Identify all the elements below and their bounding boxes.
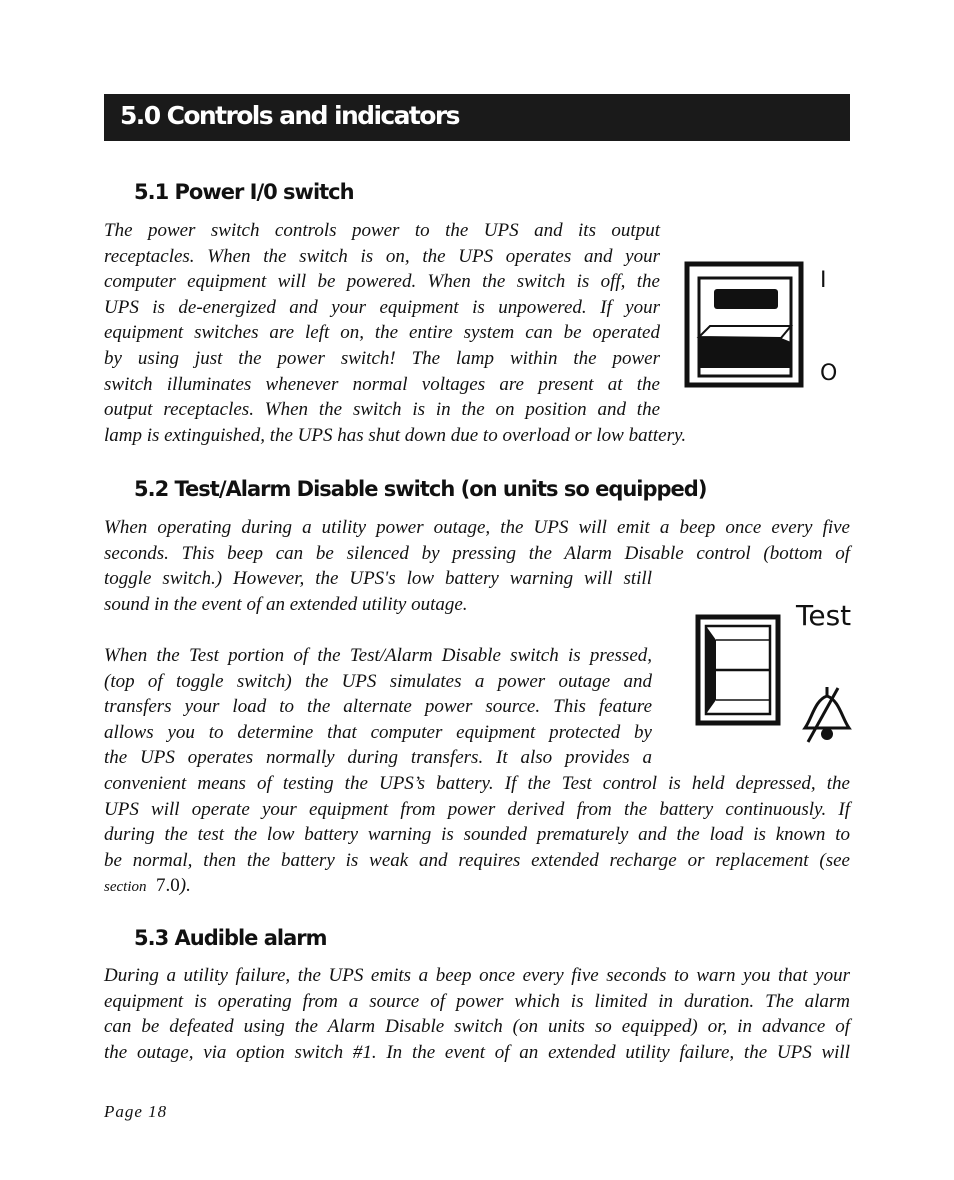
body-line: (top of toggle switch) the UPS simulates a power outage and — [104, 670, 652, 692]
body-line: transfers your load to the alternate power source. This feature — [104, 696, 652, 718]
test-alarm-switch-illustration — [692, 596, 854, 746]
body-line: When operating during a utility power outage, the UPS will emit a beep once every five — [104, 517, 850, 538]
body-line: the outage, via option switch #1. In the event of an extended utility failure, the UPS will — [104, 1041, 850, 1063]
body-line: equipment switches are left on, the entire system can be operated — [104, 322, 660, 344]
body-line: receptacles. When the switch is on, the UPS operates and your — [104, 245, 660, 267]
body-line: When the Test portion of the Test/Alarm Disable switch is pressed, — [104, 645, 652, 666]
bell-slash-icon — [805, 687, 849, 742]
section-5-3-heading: 5.3 Audible alarm — [134, 926, 327, 950]
off-label: O — [820, 361, 838, 386]
section-title-bar — [104, 94, 850, 141]
power-switch-illustration — [684, 258, 844, 392]
section-ref-number: 7.0 — [156, 875, 180, 897]
body-line: seconds. This beep can be silenced by pressing the Alarm Disable control (bottom of — [104, 542, 850, 564]
test-label: Test — [796, 599, 852, 632]
body-line: toggle switch.) However, the UPS's low battery warning will still — [104, 568, 652, 590]
body-line: equipment is operating from a source of power which is limited in duration. The alarm — [104, 990, 850, 1012]
body-line: sound in the event of an extended utility outage. — [104, 593, 468, 615]
section-reference — [104, 873, 850, 901]
body-line: lamp is extinguished, the UPS has shut down due to overload or low battery. — [104, 424, 687, 446]
rocker-edge — [699, 326, 791, 338]
section-ref-suffix: ). — [179, 875, 191, 897]
switch-lamp — [714, 289, 778, 309]
body-line: UPS is de-energized and your equipment is unpowered. If your — [104, 296, 660, 318]
section-ref-prefix: section — [104, 879, 147, 896]
body-line: during the test the low battery warning is sounded prematurely and the load is known to — [104, 824, 850, 846]
body-line: be normal, then the battery is weak and requires extended recharge or replacement (see — [104, 849, 850, 871]
on-label: I — [820, 268, 827, 293]
body-line: convenient means of testing the UPS’s battery. If the Test control is held depressed, the — [104, 772, 850, 794]
body-line: During a utility failure, the UPS emits a beep once every five seconds to warn you that your — [104, 965, 850, 986]
body-line: by using just the power switch! The lamp within the power — [104, 347, 660, 369]
section-5-2-heading: 5.2 Test/Alarm Disable switch (on units so equipped) — [134, 477, 707, 501]
body-line: switch illuminates whenever normal voltages are present at the — [104, 373, 660, 395]
body-line: UPS will operate your equipment from power derived from the battery continuously. If — [104, 798, 850, 820]
rocker-lower-half — [699, 337, 791, 368]
body-line: allows you to determine that computer equipment protected by — [104, 721, 652, 743]
section-5-3-body — [104, 963, 850, 1065]
body-line: computer equipment will be powered. When the switch is off, the — [104, 271, 660, 293]
body-line: output receptacles. When the switch is in the on position and the — [104, 399, 660, 421]
body-line: the UPS operates normally during transfers. It also provides a — [104, 747, 652, 769]
section-5-1-heading: 5.1 Power I/0 switch — [134, 180, 354, 204]
section-5-1-body — [104, 218, 687, 448]
body-line: can be defeated using the Alarm Disable switch (on units so equipped) or, in advance of — [104, 1016, 850, 1038]
page-number: Page 18 — [104, 1102, 168, 1121]
body-line: The power switch controls power to the UPS and its output — [104, 220, 660, 241]
page-title: 5.0 Controls and indicators — [120, 101, 459, 130]
rocker-shadow — [706, 626, 716, 714]
